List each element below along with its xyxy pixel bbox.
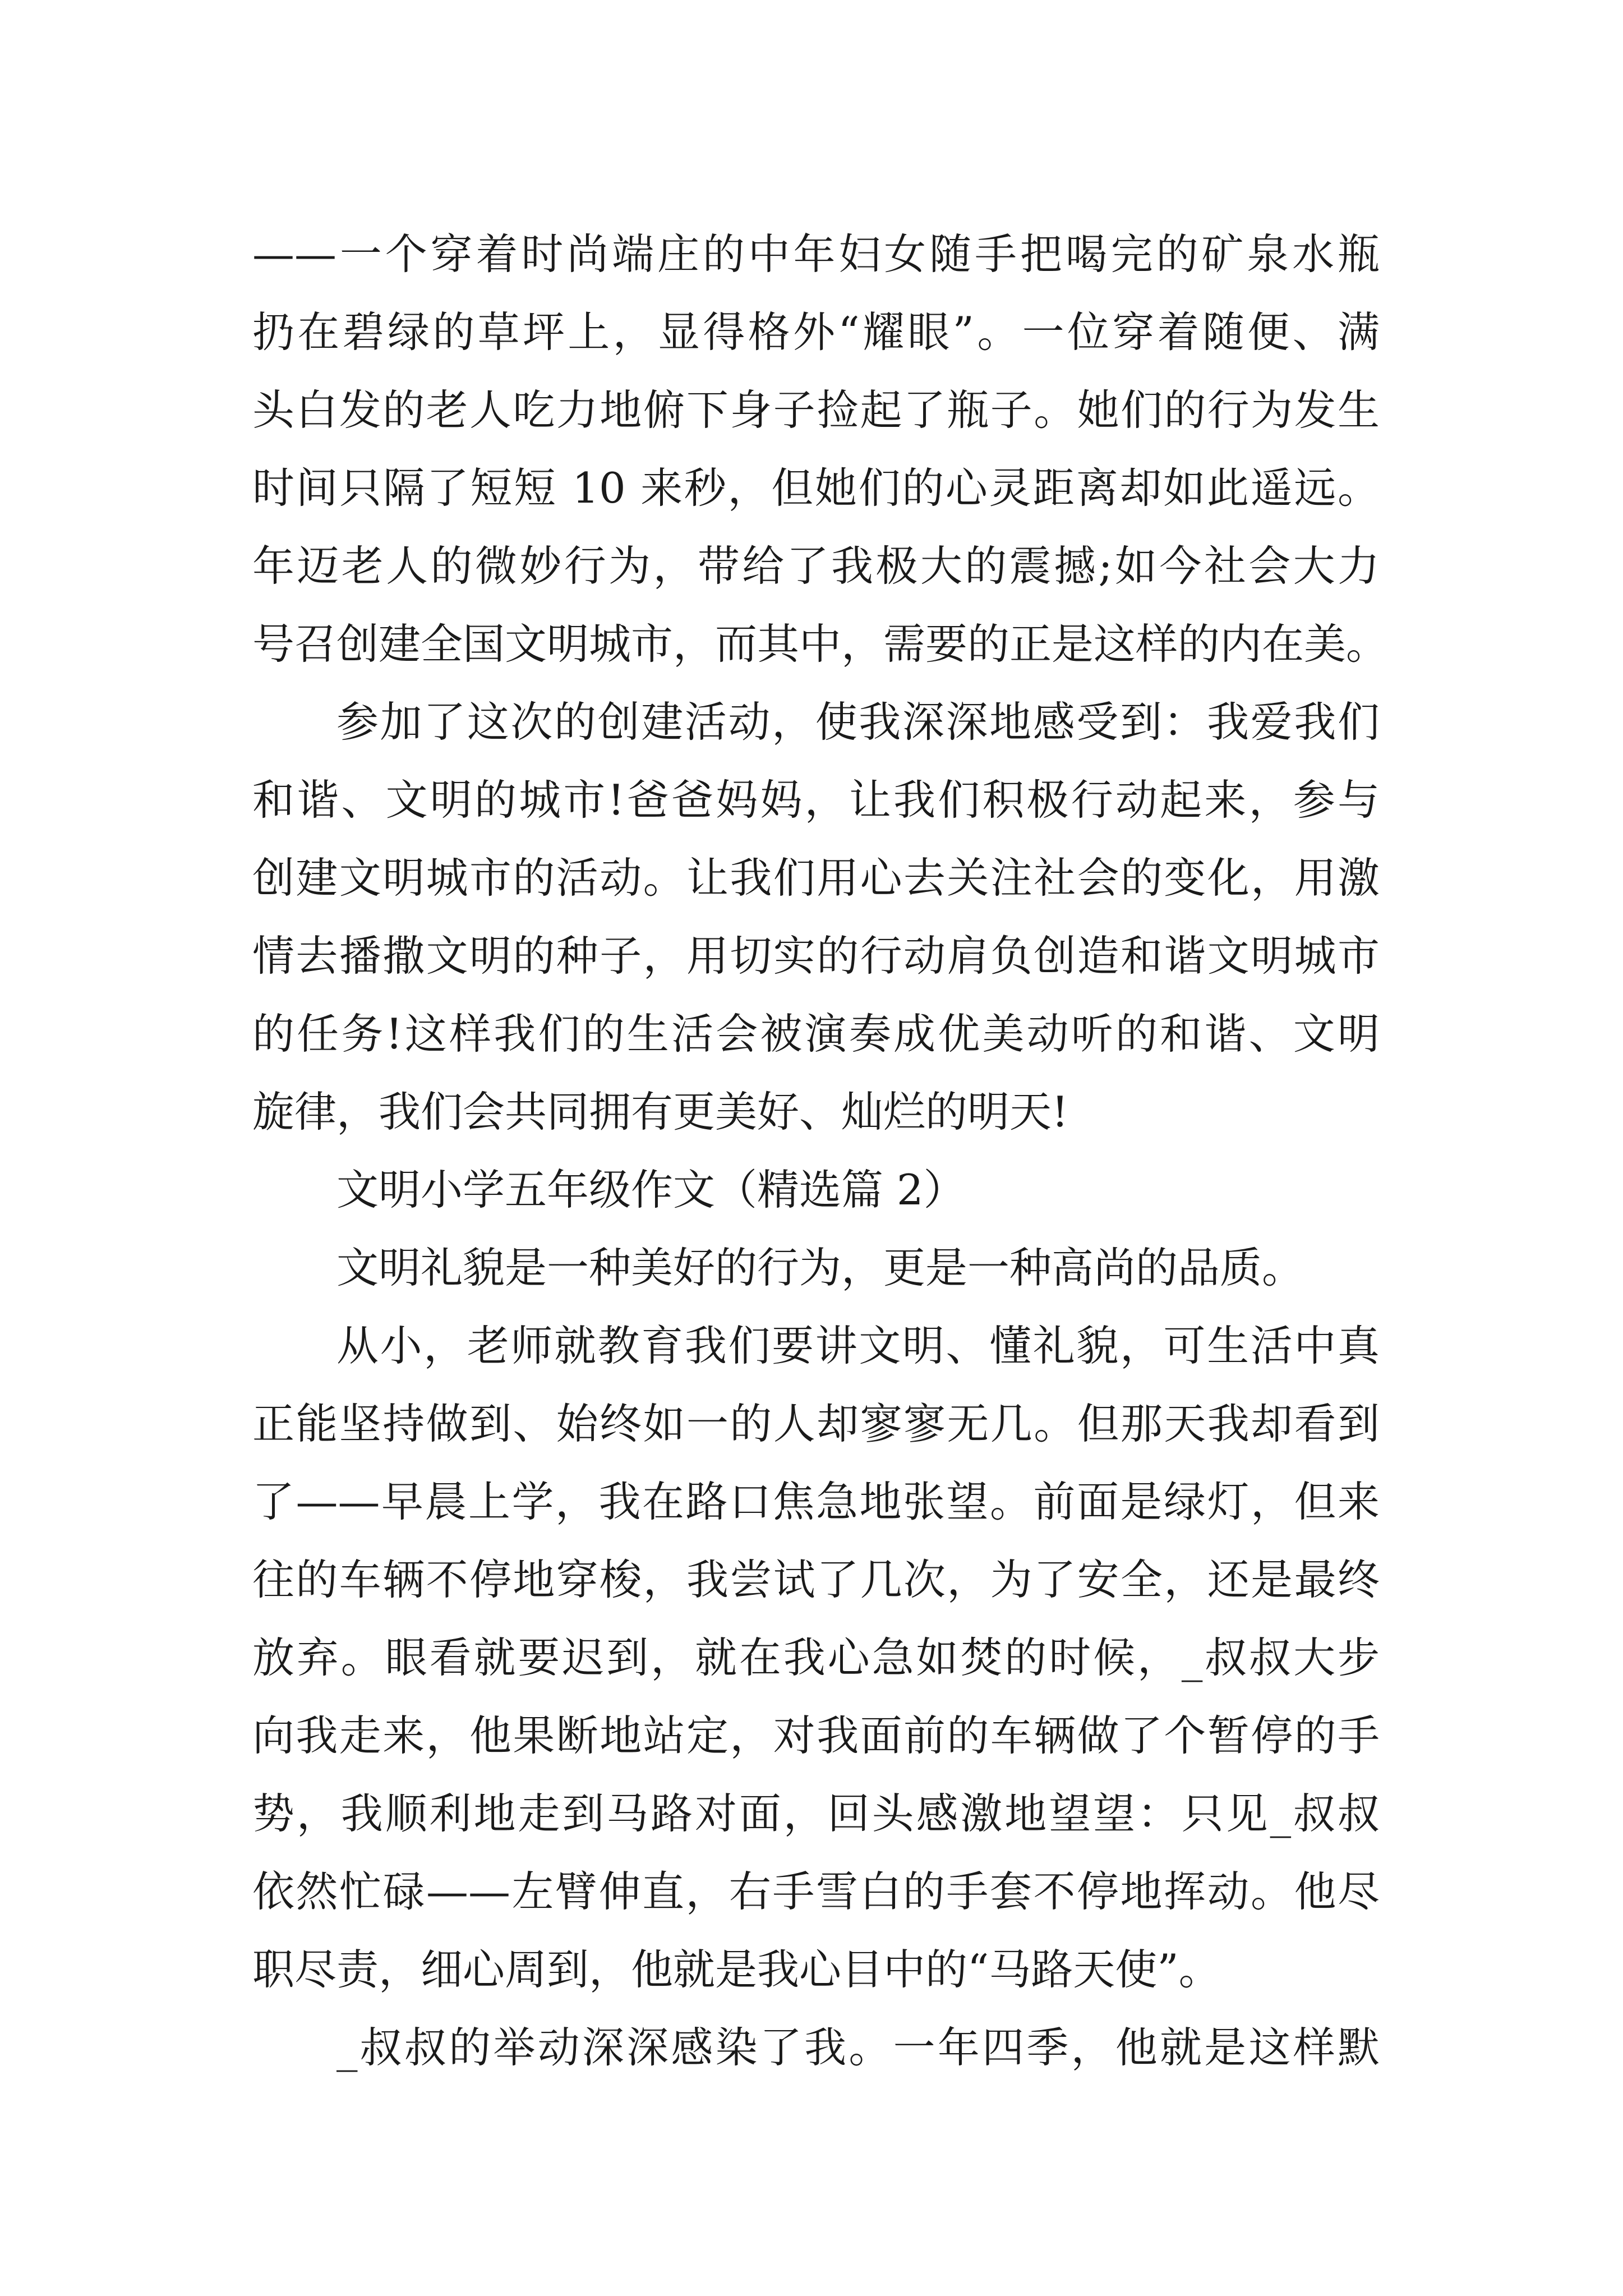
text-line: 创建文明城市的活动。让我们用心去关注社会的变化，用激 [252,853,1380,903]
text-line: 号召创建全国文明城市，而其中，需要的正是这样的内在美。 [252,619,1389,669]
text-line: 了——早晨上学，我在路口焦急地张望。前面是绿灯，但来 [252,1477,1380,1526]
text-line: 放弃。眼看就要迟到，就在我心急如焚的时候，_叔叔大步 [252,1633,1380,1682]
text-line: 情去播撒文明的种子，用切实的行动肩负创造和谐文明城市 [252,931,1380,981]
text-line: 和谐、文明的城市!爸爸妈妈，让我们积极行动起来，参与 [252,775,1380,825]
text-line: 头白发的老人吃力地俯下身子捡起了瓶子。她们的行为发生 [252,385,1380,435]
text-line: 文明礼貌是一种美好的行为，更是一种高尚的品质。 [336,1243,1304,1292]
text-line: 扔在碧绿的草坪上，显得格外“耀眼”。一位穿着随便、满 [252,307,1380,357]
text-line: 向我走来，他果断地站定，对我面前的车辆做了个暂停的手 [252,1711,1380,1760]
text-line: 正能坚持做到、始终如一的人却寥寥无几。但那天我却看到 [252,1399,1380,1448]
text-line: 旋律，我们会共同拥有更美好、灿烂的明天! [252,1087,1069,1137]
text-line: 依然忙碌——左臂伸直，右手雪白的手套不停地挥动。他尽 [252,1867,1380,1916]
text-line: ——一个穿着时尚端庄的中年妇女随手把喝完的矿泉水瓶 [252,229,1380,279]
text-line: 的任务!这样我们的生活会被演奏成优美动听的和谐、文明 [252,1009,1380,1059]
text-line: 往的车辆不停地穿梭，我尝试了几次，为了安全，还是最终 [252,1555,1380,1604]
text-line: _叔叔的举动深深感染了我。一年四季，他就是这样默 [336,2023,1380,2072]
text-line: 从小，老师就教育我们要讲文明、懂礼貌，可生活中真 [336,1321,1380,1370]
text-line: 年迈老人的微妙行为，带给了我极大的震撼;如今社会大力 [252,541,1380,591]
body-text [252,215,1389,2087]
text-line: 时间只隔了短短 10 来秒，但她们的心灵距离却如此遥远。 [252,463,1380,513]
section-heading: 文明小学五年级作文（精选篇 2） [336,1165,966,1214]
text-line: 参加了这次的创建活动，使我深深地感受到：我爱我们 [336,697,1380,747]
text-line: 势，我顺利地走到马路对面，回头感激地望望：只见_叔叔 [252,1789,1380,1838]
text-line: 职尽责，细心周到，他就是我心目中的“马路天使”。 [252,1945,1221,1994]
